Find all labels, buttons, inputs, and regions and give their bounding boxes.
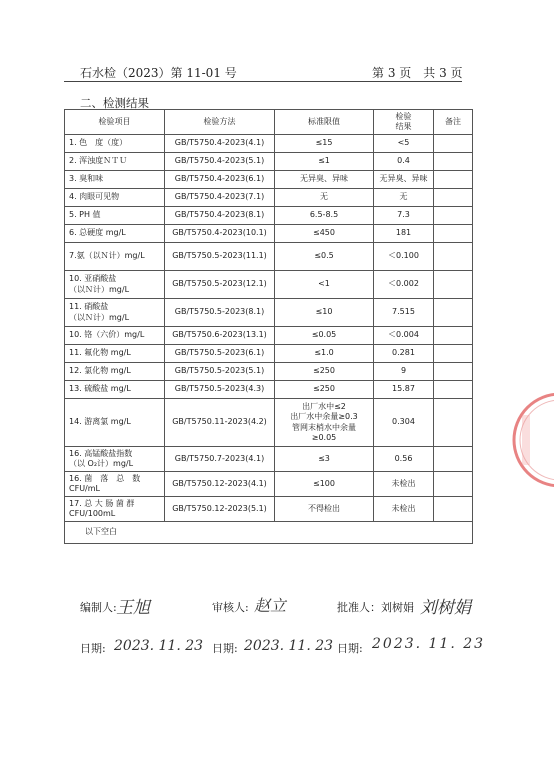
reviewer-signature: 赵立 [254, 596, 287, 615]
cell-limit: ≤15 [275, 135, 374, 153]
cell-limit: ≤0.05 [275, 327, 374, 345]
cell-item: 16. 高锰酸盐指数 （以 O₂计）mg/L [65, 447, 165, 472]
table-row [65, 271, 473, 299]
cell-note [434, 207, 473, 225]
cell-limit: ≤250 [275, 381, 374, 399]
table-row [65, 243, 473, 271]
cell-item: 16. 菌 落 总 数 CFU/mL [65, 472, 165, 497]
date-label-2: 日期: [212, 642, 238, 655]
cell-method: GB/T5750.5-2023(5.1) [165, 363, 275, 381]
cell-method: GB/T5750.5-2023(12.1) [165, 271, 275, 299]
cell-limit: ≤1.0 [275, 345, 374, 363]
cell-note [434, 327, 473, 345]
cell-result: 无异臭、异味 [374, 171, 434, 189]
cell-method: GB/T5750.5-2023(8.1) [165, 299, 275, 327]
cell-item: 2. 浑浊度ＮＴＵ [65, 153, 165, 171]
cell-limit: ≤0.5 [275, 243, 374, 271]
cell-item: 10. 亚硝酸盐 （以Ｎ计）mg/L [65, 271, 165, 299]
cell-result: 181 [374, 225, 434, 243]
cell-item: 3. 臭和味 [65, 171, 165, 189]
results-table [64, 109, 473, 544]
cell-result: 0.304 [374, 399, 434, 447]
approver-label: 批准人：刘树娟 [337, 601, 414, 614]
cell-note [434, 153, 473, 171]
cell-note [434, 171, 473, 189]
table-row [65, 327, 473, 345]
cell-method: GB/T5750.4-2023(5.1) [165, 153, 275, 171]
table-row [65, 447, 473, 472]
cell-note [434, 225, 473, 243]
cell-result: 未检出 [374, 472, 434, 497]
table-row [65, 171, 473, 189]
cell-result: 9 [374, 363, 434, 381]
blank-note: 以下空白 [65, 522, 473, 544]
compiler-label: 编制人: [80, 601, 117, 614]
cell-limit: ≤1 [275, 153, 374, 171]
header-rule [64, 81, 462, 82]
table-row [65, 472, 473, 497]
cell-note [434, 497, 473, 522]
cell-limit: ≤250 [275, 363, 374, 381]
cell-note [434, 381, 473, 399]
cell-result: 0.4 [374, 153, 434, 171]
cell-note [434, 447, 473, 472]
cell-limit: ≤100 [275, 472, 374, 497]
header-limit: 标准限值 [275, 110, 374, 135]
cell-method: GB/T5750.4-2023(10.1) [165, 225, 275, 243]
cell-note [434, 189, 473, 207]
cell-item: 14. 游离氯 mg/L [65, 399, 165, 447]
cell-item: 11. 硝酸盐 （以Ｎ计）mg/L [65, 299, 165, 327]
cell-method: GB/T5750.7-2023(4.1) [165, 447, 275, 472]
cell-method: GB/T5750.5-2023(11.1) [165, 243, 275, 271]
cell-method: GB/T5750.4-2023(4.1) [165, 135, 275, 153]
cell-note [434, 299, 473, 327]
cell-result: 无 [374, 189, 434, 207]
cell-note [434, 243, 473, 271]
date-value-2: 2023. 11. 23 [244, 638, 334, 654]
cell-item: 4. 肉眼可见物 [65, 189, 165, 207]
header-note: 备注 [434, 110, 473, 135]
cell-limit: 出厂水中≤2 出厂水中余量≥0.3 管网末梢水中余量 ≥0.05 [275, 399, 374, 447]
cell-item: 13. 硫酸盐 mg/L [65, 381, 165, 399]
date-label-3: 日期: [337, 642, 363, 655]
cell-limit: ≤450 [275, 225, 374, 243]
cell-note [434, 399, 473, 447]
cell-item: 1. 色 度（度） [65, 135, 165, 153]
cell-item: 7.氨（以Ｎ计）mg/L [65, 243, 165, 271]
table-row [65, 135, 473, 153]
compiler-signature: 王旭 [116, 598, 150, 618]
cell-note [434, 345, 473, 363]
date-value-1: 2023. 11. 23 [114, 638, 204, 654]
table-row [65, 225, 473, 243]
cell-note [434, 472, 473, 497]
table-header-row [65, 110, 473, 135]
table-row [65, 207, 473, 225]
cell-item: 6. 总硬度 mg/L [65, 225, 165, 243]
cell-method: GB/T5750.12-2023(4.1) [165, 472, 275, 497]
approver-signature: 刘树娟 [420, 598, 471, 618]
table-row [65, 381, 473, 399]
date-value-3: 2023. 11. 23 [372, 636, 486, 652]
cell-method: GB/T5750.6-2023(13.1) [165, 327, 275, 345]
document-number: 石水检（2023）第 11-01 号 [80, 66, 237, 80]
cell-result: 未检出 [374, 497, 434, 522]
table-row [65, 363, 473, 381]
cell-limit: 不得检出 [275, 497, 374, 522]
header-result: 检验 结果 [374, 110, 434, 135]
header-item: 检验项目 [65, 110, 165, 135]
cell-note [434, 271, 473, 299]
table-row [65, 399, 473, 447]
table-row [65, 299, 473, 327]
reviewer-label: 审核人: [212, 601, 249, 614]
cell-note [434, 135, 473, 153]
cell-result: 7.515 [374, 299, 434, 327]
date-label-1: 日期: [80, 642, 106, 655]
cell-method: GB/T5750.12-2023(5.1) [165, 497, 275, 522]
cell-result: 0.56 [374, 447, 434, 472]
blank-note-row [65, 522, 473, 544]
cell-result: 0.281 [374, 345, 434, 363]
results-table-body [65, 135, 473, 544]
cell-item: 10. 铬（六价）mg/L [65, 327, 165, 345]
table-row [65, 345, 473, 363]
cell-method: GB/T5750.5-2023(4.3) [165, 381, 275, 399]
cell-result: 7.3 [374, 207, 434, 225]
cell-result: ＜0.004 [374, 327, 434, 345]
cell-limit: 6.5-8.5 [275, 207, 374, 225]
page-number: 第 3 页 共 3 页 [372, 66, 463, 80]
red-seal-stamp [512, 385, 554, 495]
cell-limit: 无 [275, 189, 374, 207]
cell-item: 12. 氯化物 mg/L [65, 363, 165, 381]
cell-item: 5. PH 值 [65, 207, 165, 225]
header-method: 检验方法 [165, 110, 275, 135]
cell-item: 11. 氟化物 mg/L [65, 345, 165, 363]
table-row [65, 497, 473, 522]
cell-limit: ≤3 [275, 447, 374, 472]
cell-limit: <1 [275, 271, 374, 299]
cell-note [434, 363, 473, 381]
cell-item: 17. 总 大 肠 菌 群 CFU/100mL [65, 497, 165, 522]
cell-result: ＜0.100 [374, 243, 434, 271]
cell-result: ＜0.002 [374, 271, 434, 299]
cell-result: 15.87 [374, 381, 434, 399]
cell-method: GB/T5750.11-2023(4.2) [165, 399, 275, 447]
cell-result: <5 [374, 135, 434, 153]
table-row [65, 153, 473, 171]
cell-method: GB/T5750.4-2023(6.1) [165, 171, 275, 189]
section-title: 二、检测结果 [80, 96, 149, 110]
cell-method: GB/T5750.4-2023(8.1) [165, 207, 275, 225]
cell-limit: ≤10 [275, 299, 374, 327]
cell-limit: 无异臭、异味 [275, 171, 374, 189]
cell-method: GB/T5750.5-2023(6.1) [165, 345, 275, 363]
cell-method: GB/T5750.4-2023(7.1) [165, 189, 275, 207]
table-row [65, 189, 473, 207]
